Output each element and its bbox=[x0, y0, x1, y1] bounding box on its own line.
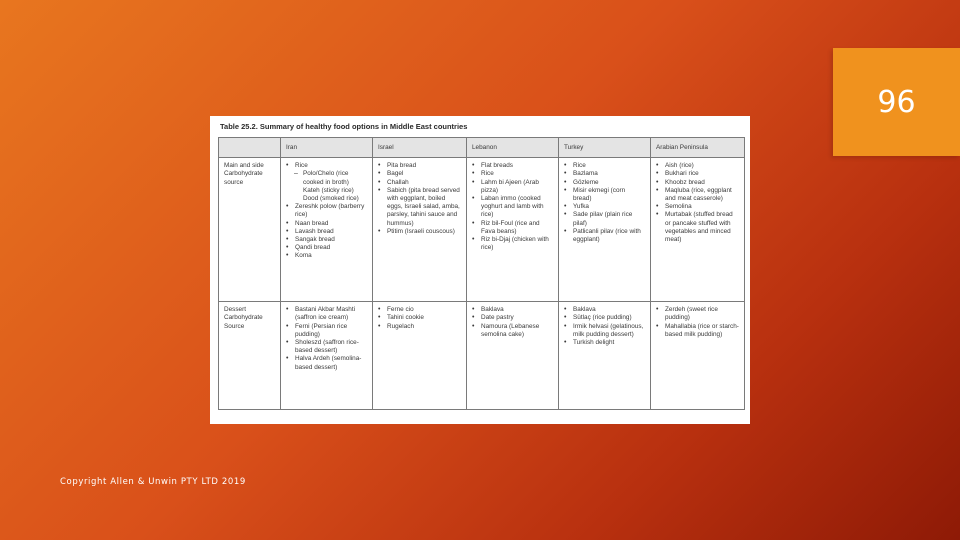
header-cell-lebanon: Lebanon bbox=[467, 138, 559, 158]
list-item: • Patlicanli pilav (rice with eggplant) bbox=[564, 228, 645, 244]
list-item: • Challah bbox=[378, 179, 461, 187]
list-item: • Gözleme bbox=[564, 179, 645, 187]
list-item: • Lahm bi Ajeen (Arab pizza) bbox=[472, 179, 553, 195]
page-number: 96 bbox=[877, 84, 916, 120]
table-cell bbox=[373, 302, 467, 410]
list-item: • Zerdeh (sweet rice pudding) bbox=[656, 306, 739, 322]
list-item: • Sabich (pita bread served with eggplant, boiled eggs, Israeli salad, amba, parsley, tahini sauce and hummus) bbox=[378, 187, 461, 228]
table-cell bbox=[559, 302, 651, 410]
list-item: • Qandi bread bbox=[286, 244, 367, 252]
list-item: • Bazlama bbox=[564, 170, 645, 178]
food-list bbox=[472, 306, 553, 339]
table-row-main-carbohydrate bbox=[219, 158, 745, 302]
list-item: Kateh (sticky rice) bbox=[303, 186, 354, 194]
food-list bbox=[564, 162, 645, 244]
list-item: • Namoura (Lebanese semolina cake) bbox=[472, 323, 553, 339]
header-cell-iran: Iran bbox=[281, 138, 373, 158]
list-item: – Polo/Chelo (rice cooked in broth) bbox=[286, 170, 367, 186]
table-cell bbox=[281, 158, 373, 302]
list-item: • Bagel bbox=[378, 170, 461, 178]
list-item: • Bukhari rice bbox=[656, 170, 739, 178]
table-cell bbox=[651, 302, 745, 410]
list-item: • Riz bi-Djaj (chicken with rice) bbox=[472, 236, 553, 252]
list-item: • Sade pilav (plain rice pilaf) bbox=[564, 211, 645, 227]
food-list bbox=[656, 162, 739, 244]
list-item: • Ferne cio bbox=[378, 306, 461, 314]
list-item: • Sangak bread bbox=[286, 236, 367, 244]
list-item: • Rice bbox=[564, 162, 645, 170]
list-item: • Sholeszd (saffron rice-based dessert) bbox=[286, 339, 367, 355]
list-item: • Irmik helvasi (gelatinous, milk pudding dessert) bbox=[564, 323, 645, 339]
table-cell bbox=[467, 302, 559, 410]
table-row-dessert-carbohydrate bbox=[219, 302, 745, 410]
list-item: • Naan bread bbox=[286, 220, 367, 228]
list-item: • Pita bread bbox=[378, 162, 461, 170]
list-item: • Semolina bbox=[656, 203, 739, 211]
list-item: • Ferni (Persian rice pudding) bbox=[286, 323, 367, 339]
table-cell bbox=[559, 158, 651, 302]
list-item: • Tahini cookie bbox=[378, 314, 461, 322]
table-cell bbox=[651, 158, 745, 302]
list-item: • Aish (rice) bbox=[656, 162, 739, 170]
food-list bbox=[472, 162, 553, 252]
table-cell bbox=[281, 302, 373, 410]
list-item: • Murtabak (stuffed bread or pancake stuffed with vegetables and minced meat) bbox=[656, 211, 739, 244]
list-item: • Halva Ardeh (semolina-based dessert) bbox=[286, 355, 367, 371]
food-list bbox=[378, 162, 461, 236]
header-cell-arabian-peninsula: Arabian Peninsula bbox=[651, 138, 745, 158]
list-item: • Rugelach bbox=[378, 323, 461, 331]
row-label: Dessert Carbohydrate Source bbox=[219, 302, 281, 410]
list-item: • Khoobz bread bbox=[656, 179, 739, 187]
list-item: • Koma bbox=[286, 252, 367, 260]
header-cell-turkey: Turkey bbox=[559, 138, 651, 158]
food-list bbox=[656, 306, 739, 339]
list-item: • Sütlaç (rice pudding) bbox=[564, 314, 645, 322]
food-list bbox=[286, 162, 367, 260]
table-header-row bbox=[219, 138, 745, 158]
list-item: • Zereshk polow (barberry rice) bbox=[286, 203, 367, 219]
list-item: • Lavash bread bbox=[286, 228, 367, 236]
list-item: • Flat breads bbox=[472, 162, 553, 170]
list-item: • Baklava bbox=[564, 306, 645, 314]
copyright-notice: Copyright Allen & Unwin PTY LTD 2019 bbox=[60, 477, 246, 487]
food-list bbox=[286, 306, 367, 372]
list-item: • Date pastry bbox=[472, 314, 553, 322]
list-item: • Rice bbox=[472, 170, 553, 178]
food-list bbox=[564, 306, 645, 347]
list-item: • Ptitim (Israeli couscous) bbox=[378, 228, 461, 236]
table-cell bbox=[373, 158, 467, 302]
page-number-badge bbox=[833, 48, 960, 156]
table-cell bbox=[467, 158, 559, 302]
list-item: • Riz bil-Foul (rice and Fava beans) bbox=[472, 220, 553, 236]
list-item: • Yufka bbox=[564, 203, 645, 211]
header-cell-israel: Israel bbox=[373, 138, 467, 158]
row-label: Main and side Carbohydrate source bbox=[219, 158, 281, 302]
list-item: • Turkish delight bbox=[564, 339, 645, 347]
list-item: • Bastani Akbar Mashti (saffron ice cream) bbox=[286, 306, 367, 322]
list-item: • Laban immo (cooked yoghurt and lamb with rice) bbox=[472, 195, 553, 220]
table-figure bbox=[210, 116, 750, 424]
list-item: • Maqluba (rice, eggplant and meat casserole) bbox=[656, 187, 739, 203]
food-options-table bbox=[218, 137, 745, 410]
list-item: • Misir ekmegi (corn bread) bbox=[564, 187, 645, 203]
food-list bbox=[378, 306, 461, 331]
list-item: • Rice bbox=[286, 162, 367, 170]
header-cell-blank bbox=[219, 138, 281, 158]
list-item: • Baklava bbox=[472, 306, 553, 314]
list-item: Dood (smoked rice) bbox=[303, 195, 359, 203]
table-caption: Table 25.2. Summary of healthy food options in Middle East countries bbox=[220, 122, 468, 131]
list-item: • Mahallabia (rice or starch-based milk pudding) bbox=[656, 323, 739, 339]
